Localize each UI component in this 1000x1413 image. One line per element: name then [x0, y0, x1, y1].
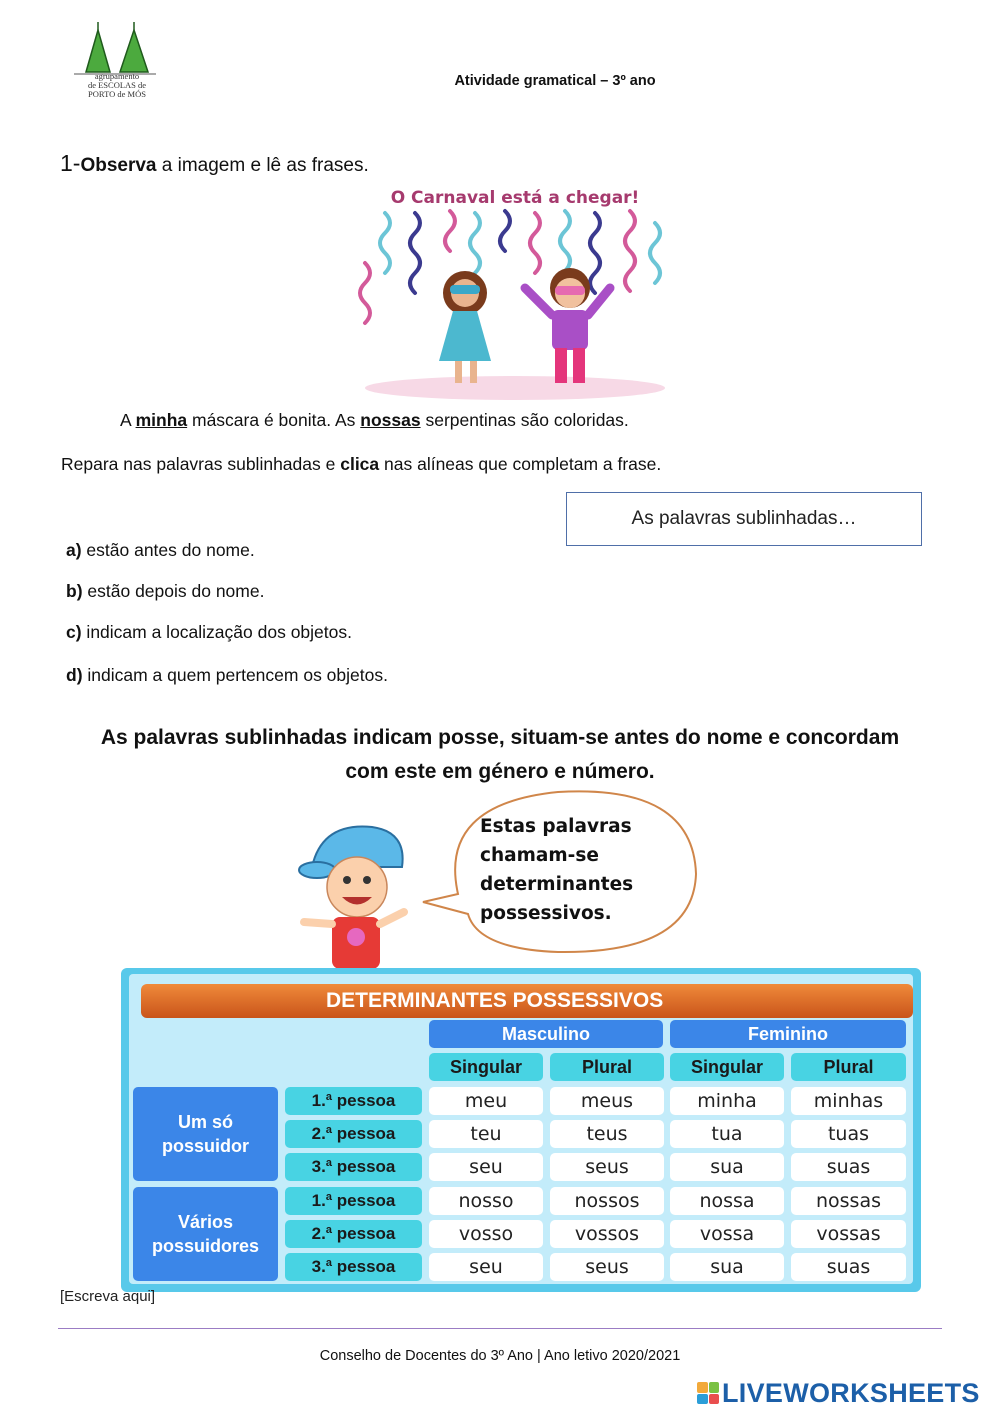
logo-text: agrupamento de ESCOLAS de PORTO de MÓS [87, 71, 147, 99]
header-number: Singular [429, 1053, 543, 1081]
brand-icon [697, 1382, 719, 1404]
answer-dropdown[interactable]: As palavras sublinhadas… [566, 492, 922, 546]
table-cell: meus [550, 1087, 664, 1115]
page-title: Atividade gramatical – 3º ano [454, 73, 656, 89]
question-1: 1-Observa a imagem e lê as frases. [60, 150, 369, 176]
table-cell: sua [670, 1253, 784, 1281]
table-cell: tua [670, 1120, 784, 1148]
header-number: Plural [791, 1053, 906, 1081]
person-label: 2.ª pessoa [285, 1120, 422, 1148]
example-sentence: A minha máscara é bonita. As nossas serpentinas são coloridas. [120, 410, 629, 430]
header-number: Plural [550, 1053, 664, 1081]
table-cell: teus [550, 1120, 664, 1148]
group-single-possessor: Um só possuidor [133, 1087, 278, 1181]
person-label: 1.ª pessoa [285, 1187, 422, 1215]
table-cell: seu [429, 1153, 543, 1181]
speech-bubble-text: Estas palavras chamam-se determinantes possessivos. [480, 816, 634, 924]
table-cell: nossa [670, 1187, 784, 1215]
table-cell: meu [429, 1087, 543, 1115]
person-label: 3.ª pessoa [285, 1253, 422, 1281]
table-cell: seu [429, 1253, 543, 1281]
possessives-table [121, 968, 921, 1292]
table-cell: minha [670, 1087, 784, 1115]
option-a[interactable]: a) estão antes do nome. [66, 540, 255, 560]
carnival-illustration [355, 183, 675, 401]
person-label: 2.ª pessoa [285, 1220, 422, 1248]
table-cell: vossas [791, 1220, 906, 1248]
option-d[interactable]: d) indicam a quem pertencem os objetos. [66, 665, 388, 685]
header-number: Singular [670, 1053, 784, 1081]
table-title: DETERMINANTES POSSESSIVOS [141, 984, 913, 1018]
table-cell: suas [791, 1153, 906, 1181]
header-feminine: Feminino [670, 1020, 906, 1048]
footer-divider [58, 1328, 942, 1329]
table-cell: minhas [791, 1087, 906, 1115]
table-cell: nossos [550, 1187, 664, 1215]
table-cell: seus [550, 1153, 664, 1181]
table-cell: seus [550, 1253, 664, 1281]
table-cell: nossas [791, 1187, 906, 1215]
table-cell: tuas [791, 1120, 906, 1148]
group-several-possessors: Vários possuidores [133, 1187, 278, 1281]
table-cell: teu [429, 1120, 543, 1148]
carnival-caption: O Carnaval está a chegar! [390, 188, 640, 208]
boy-illustration [292, 812, 417, 972]
instruction: Repara nas palavras sublinhadas e clica nas alíneas que completam a frase. [61, 454, 662, 474]
liveworksheets-brand [697, 1378, 980, 1408]
footer-text: Conselho de Docentes do 3º Ano | Ano letivo 2020/2021 [319, 1348, 681, 1364]
option-b[interactable]: b) estão depois do nome. [66, 581, 265, 601]
brand-name: LIVEWORKSHEETS [722, 1377, 980, 1408]
person-label: 3.ª pessoa [285, 1153, 422, 1181]
table-cell: vossos [550, 1220, 664, 1248]
write-here-field[interactable]: [Escreva aqui] [60, 1288, 156, 1305]
table-cell: nosso [429, 1187, 543, 1215]
conclusion-text: As palavras sublinhadas indicam posse, situam-se antes do nome e concordam com este em género e número. [100, 726, 900, 783]
header-masculine: Masculino [429, 1020, 663, 1048]
table-cell: vosso [429, 1220, 543, 1248]
table-cell: suas [791, 1253, 906, 1281]
table-cell: sua [670, 1153, 784, 1181]
option-c[interactable]: c) indicam a localização dos objetos. [66, 622, 352, 642]
person-label: 1.ª pessoa [285, 1087, 422, 1115]
table-cell: vossa [670, 1220, 784, 1248]
